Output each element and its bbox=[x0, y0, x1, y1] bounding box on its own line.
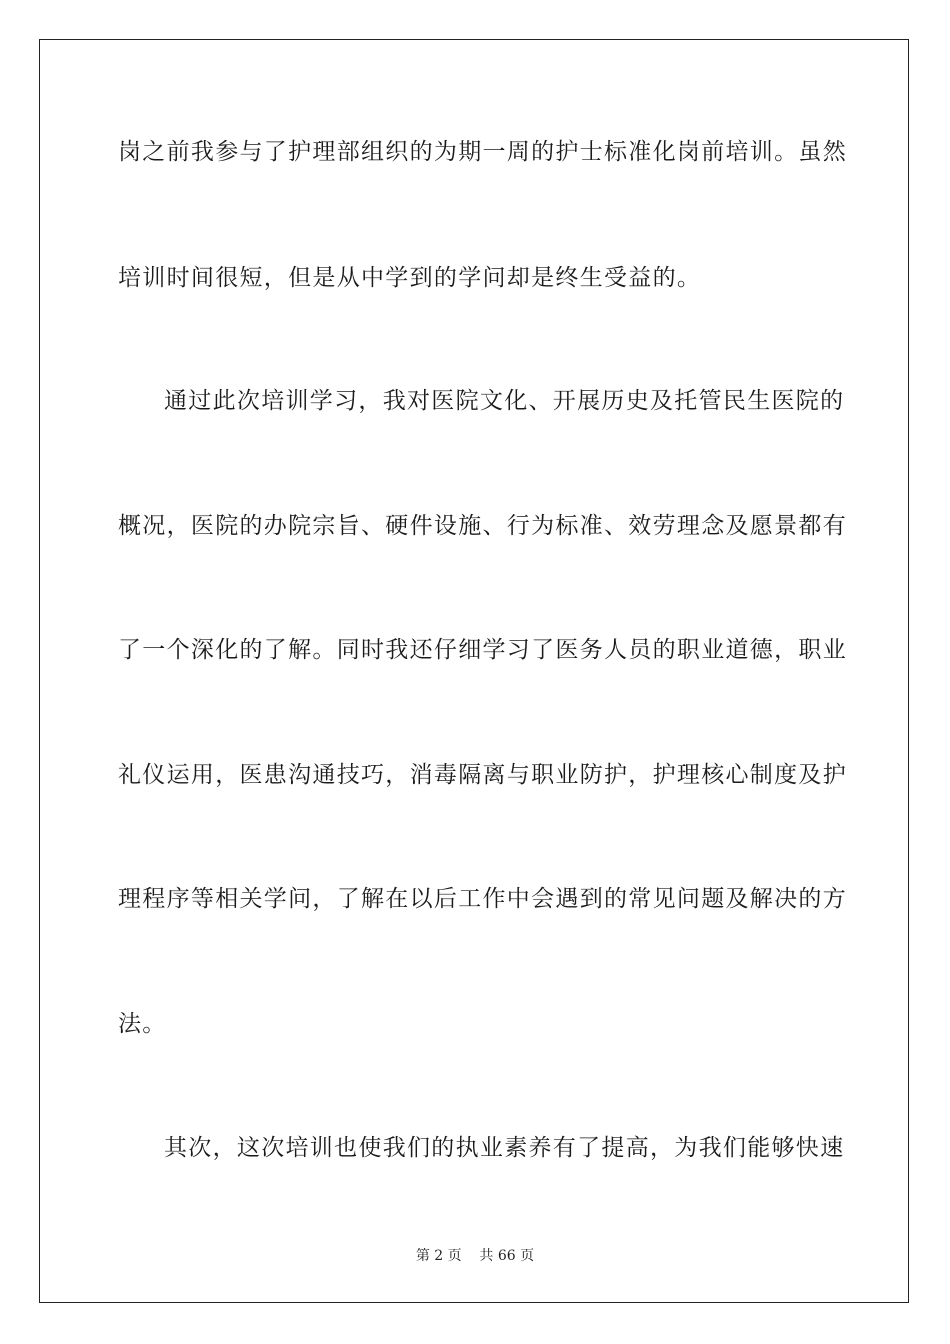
page-number-footer: 第 2 页 共 66 页 bbox=[415, 1248, 535, 1264]
paragraph-first-line: 通过此次培训学习，我对医院文化、开展历史及托管民生医院的 bbox=[164, 388, 845, 414]
body-text-line: 理程序等相关学问，了解在以后工作中会遇到的常见问题及解决的方 bbox=[118, 886, 847, 912]
body-text-line: 礼仪运用，医患沟通技巧，消毒隔离与职业防护，护理核心制度及护 bbox=[118, 762, 847, 788]
body-text-line: 概况，医院的办院宗旨、硬件设施、行为标准、效劳理念及愿景都有 bbox=[118, 513, 847, 539]
body-text-line: 了一个深化的了解。同时我还仔细学习了医务人员的职业道德，职业 bbox=[118, 637, 847, 663]
paragraph-first-line: 其次，这次培训也使我们的执业素养有了提高，为我们能够快速 bbox=[164, 1135, 845, 1161]
body-text-line: 法。 bbox=[118, 1011, 167, 1037]
page-border bbox=[39, 39, 909, 1303]
body-text-line: 岗之前我参与了护理部组织的为期一周的护士标准化岗前培训。虽然 bbox=[118, 139, 847, 165]
body-text-line: 培训时间很短，但是从中学到的学问却是终生受益的。 bbox=[118, 265, 702, 291]
